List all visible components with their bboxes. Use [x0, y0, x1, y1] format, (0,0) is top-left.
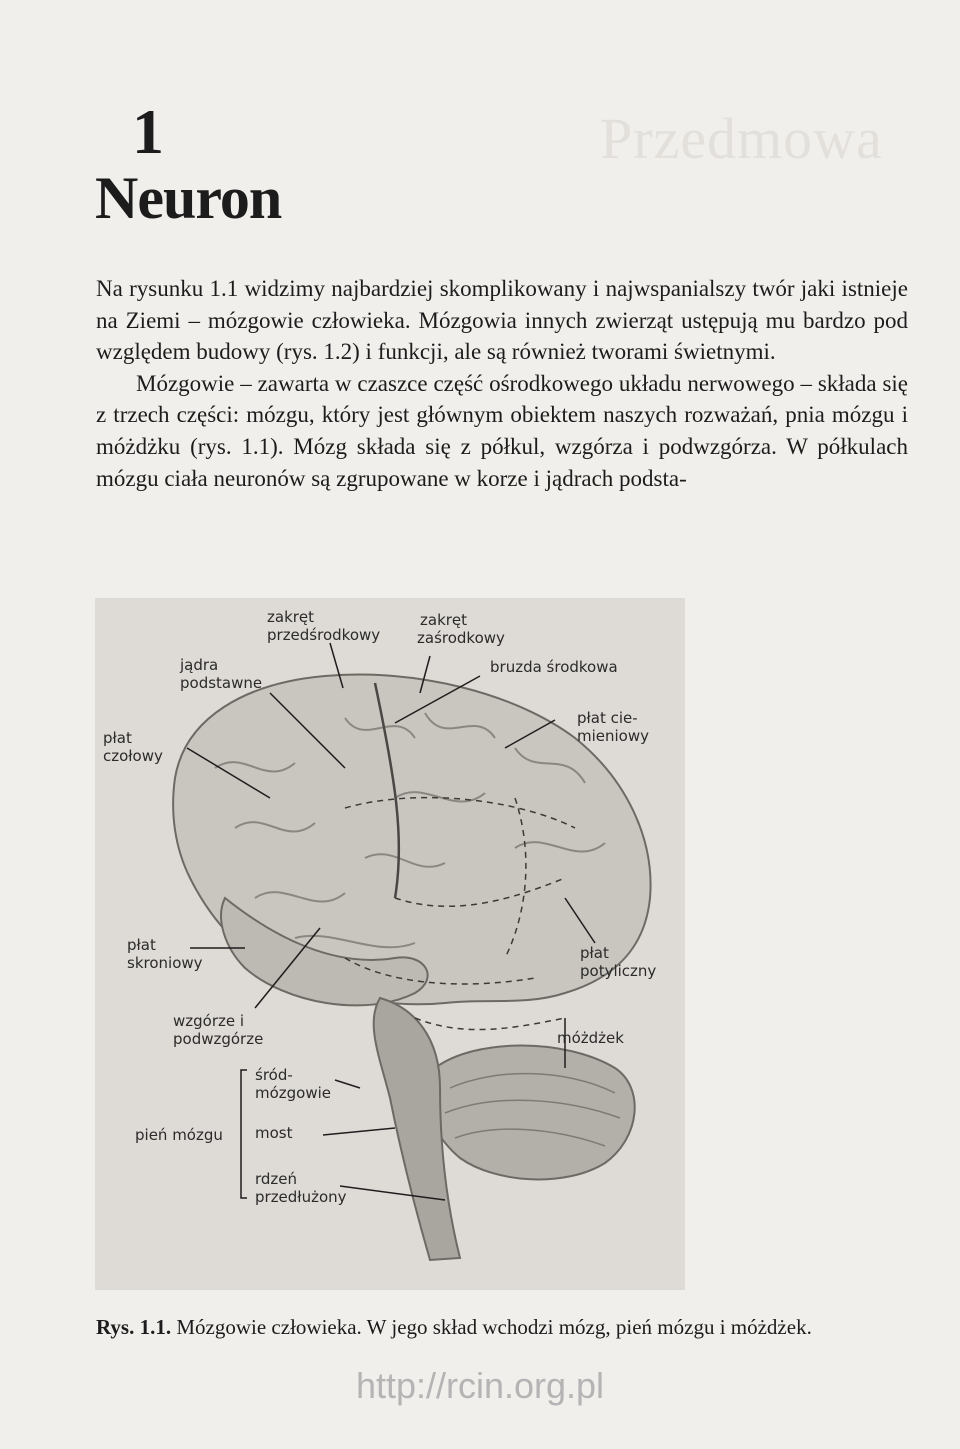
caption-label: Rys. 1.1.	[96, 1315, 172, 1339]
paragraph-2: Mózgowie – zawarta w czaszce część ośrodkowego układu nerwowego – składa się z trzech części: mózgu, który jest głównym obiektem naszych rozważań, pnia mózgu i móżdżku (rys. 1.1). Mózg składa się z półkul, wzgórza i podwzgórza. W półkulach mózgu ciała neuronów są zgrupowane w korze i jądrach podsta-	[96, 370, 908, 491]
label-basal-nuclei-1: jądra	[180, 656, 219, 674]
caption-text: Mózgowie człowieka. W jego skład wchodzi mózg, pień mózgu i móżdżek.	[176, 1315, 812, 1339]
brain-illustration	[95, 598, 685, 1290]
label-temporal-lobe-2: skroniowy	[127, 954, 203, 972]
label-parietal-lobe-2: mieniowy	[577, 727, 650, 745]
label-temporal-lobe-1: płat	[127, 936, 156, 954]
label-parietal-lobe-1: płat cie-	[577, 709, 638, 727]
label-postcentral-gyrus-2: zaśrodkowy	[417, 629, 505, 647]
chapter-title: Neuron	[95, 165, 282, 231]
label-brainstem: pień mózgu	[135, 1126, 223, 1144]
brain-figure	[95, 598, 685, 1290]
label-precentral-gyrus-1: zakręt	[267, 608, 315, 626]
body-text	[96, 273, 908, 494]
chapter-number: 1	[132, 96, 164, 167]
watermark-url: http://rcin.org.pl	[355, 1365, 605, 1406]
label-medulla-1: rdzeń	[255, 1170, 298, 1188]
label-midbrain-2: mózgowie	[255, 1084, 332, 1102]
label-medulla-2: przedłużony	[255, 1188, 347, 1206]
label-thalamus-2: podwzgórze	[173, 1030, 264, 1048]
label-central-sulcus: bruzda środkowa	[490, 658, 618, 676]
label-pons: most	[255, 1124, 293, 1142]
label-precentral-gyrus-2: przedśrodkowy	[267, 626, 381, 644]
label-occipital-lobe-1: płat	[580, 944, 609, 962]
bleed-through-text: Przedmowa	[600, 106, 883, 171]
label-postcentral-gyrus-1: zakręt	[420, 611, 468, 629]
label-thalamus-1: wzgórze i	[173, 1012, 245, 1030]
label-frontal-lobe-1: płat	[103, 729, 132, 747]
figure-caption	[96, 1315, 908, 1340]
label-cerebellum: móżdżek	[557, 1029, 624, 1047]
label-frontal-lobe-2: czołowy	[103, 747, 163, 765]
label-midbrain-1: śród-	[255, 1066, 293, 1084]
label-basal-nuclei-2: podstawne	[180, 674, 263, 692]
label-occipital-lobe-2: potyliczny	[580, 962, 657, 980]
paragraph-1: Na rysunku 1.1 widzimy najbardziej skomplikowany i najwspanialszy twór jaki istnieje na Ziemi – mózgowie człowieka. Mózgowia innych zwierząt ustępują mu bardzo pod względem budowy (rys. 1.2) i funkcji, ale są również tworami świetnymi.	[96, 276, 908, 365]
